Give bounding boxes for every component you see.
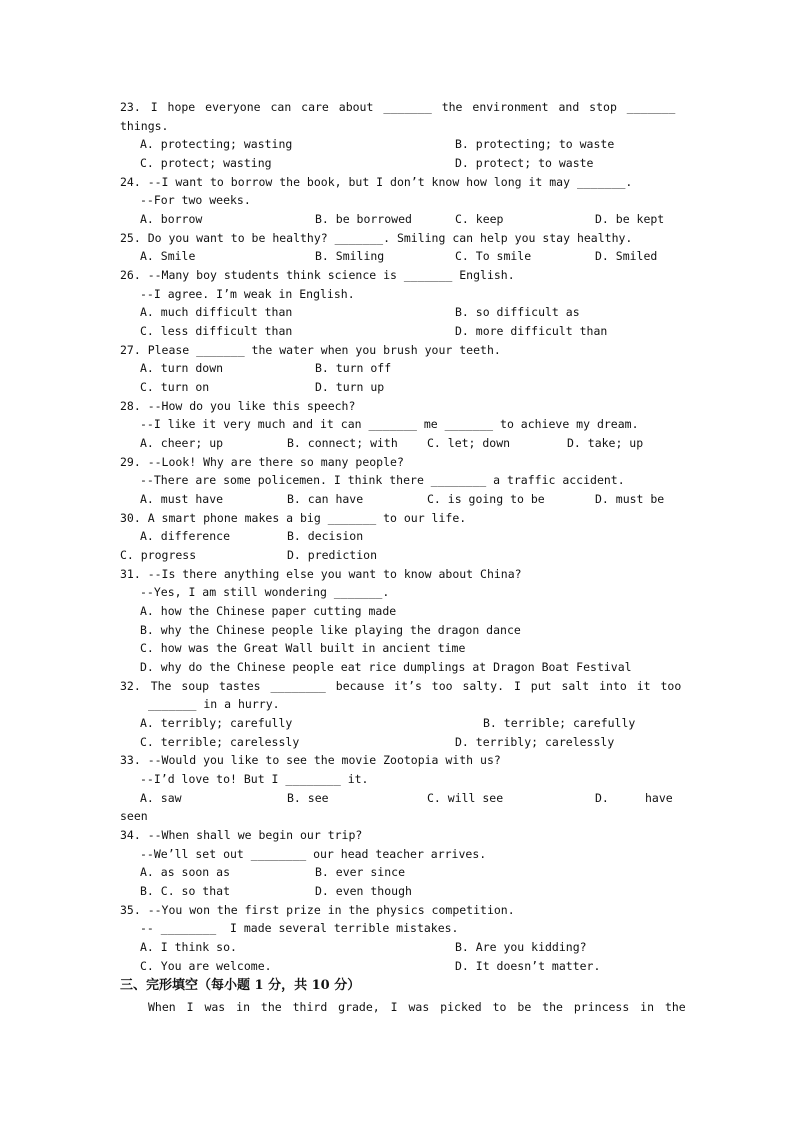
q26-option-d: D. more difficult than [455,324,608,338]
question-26-stem: 26. --Many boy students think science is _______ English. [120,268,515,282]
q27-option-c: C. turn on [140,380,210,394]
q24-option-c: C. keep [455,212,504,226]
q35-option-c: C. You are welcome. [140,959,272,973]
question-33-reply: --I’d love to! But I ________ it. [140,772,369,786]
question-31-reply: --Yes, I am still wondering _______. [140,585,390,599]
q29-option-c: C. is going to be [427,492,545,506]
q30-option-c: C. progress [120,548,197,562]
question-33-stem: 33. --Would you like to see the movie Zootopia with us? [120,753,501,767]
q26-option-b: B. so difficult as [455,305,580,319]
q23-option-b: B. protecting; to waste [455,137,615,151]
q25-option-b: B. Smiling [315,249,385,263]
q33-option-d-text: have [645,791,673,805]
q34-option-a: A. as soon as [140,865,231,879]
question-26-reply: --I agree. I’m weak in English. [140,287,355,301]
q27-option-d: D. turn up [315,380,385,394]
q34-option-d: D. even though [315,884,412,898]
q33-option-a: A. saw [140,791,182,805]
q24-option-d: D. be kept [595,212,665,226]
q31-option-c: C. how was the Great Wall built in ancient time [140,641,466,655]
q29-option-d: D. must be [595,492,665,506]
q23-option-c: C. protect; wasting [140,156,272,170]
question-27-stem: 27. Please _______ the water when you brush your teeth. [120,343,501,357]
q31-option-d: D. why do the Chinese people eat rice dumplings at Dragon Boat Festival [140,660,632,674]
q32-option-b: B. terrible; carefully [483,716,636,730]
q31-option-a: A. how the Chinese paper cutting made [140,604,397,618]
q26-option-a: A. much difficult than [140,305,293,319]
question-35-reply: -- ________ I made several terrible mistakes. [140,921,459,935]
q25-option-d: D. Smiled [595,249,658,263]
q27-option-b: B. turn off [315,361,392,375]
q34-option-c: B. C. so that [140,884,231,898]
question-28-reply: --I like it very much and it can _______ me _______ to achieve my dream. [140,417,639,431]
q28-option-a: A. cheer; up [140,436,224,450]
q28-option-c: C. let; down [427,436,511,450]
q28-option-b: B. connect; with [287,436,398,450]
q24-option-b: B. be borrowed [315,212,412,226]
q32-option-a: A. terribly; carefully [140,716,293,730]
section-heading-cloze: 三、完形填空（每小题 1 分，共 10 分） [120,978,361,993]
q30-option-d: D. prediction [287,548,378,562]
q25-option-a: A. Smile [140,249,196,263]
question-30-stem: 30. A smart phone makes a big _______ to our life. [120,511,467,525]
question-24-reply: --For two weeks. [140,193,251,207]
q35-option-a: A. I think so. [140,940,237,954]
question-23-stem: 23. I hope everyone can care about _______ the environment and stop _______ [120,100,676,114]
question-25-stem: 25. Do you want to be healthy? _______. Smiling can help you stay healthy. [120,231,633,245]
question-28-stem: 28. --How do you like this speech? [120,399,356,413]
question-23-stem-cont: things. [120,119,169,133]
question-24-stem: 24. --I want to borrow the book, but I don’t know how long it may _______. [120,175,633,189]
q31-option-b: B. why the Chinese people like playing the dragon dance [140,623,521,637]
question-35-stem: 35. --You won the first prize in the physics competition. [120,903,515,917]
q27-option-a: A. turn down [140,361,224,375]
q24-option-a: A. borrow [140,212,203,226]
q23-option-a: A. protecting; wasting [140,137,293,151]
question-34-reply: --We’ll set out ________ our head teacher arrives. [140,847,487,861]
q26-option-c: C. less difficult than [140,324,293,338]
q33-option-c: C. will see [427,791,504,805]
cloze-passage-first-line: When I was in the third grade, I was picked to be the princess in the [148,1000,686,1014]
question-32-stem: 32. The soup tastes ________ because it’s too salty. I put salt into it too [120,679,682,693]
question-29-stem: 29. --Look! Why are there so many people? [120,455,404,469]
q33-option-d-letter: D. [595,791,609,805]
q29-option-b: B. can have [287,492,364,506]
q23-option-d: D. protect; to waste [455,156,594,170]
q35-option-d: D. It doesn’t matter. [455,959,601,973]
q30-option-a: A. difference [140,529,231,543]
q32-option-c: C. terrible; carelessly [140,735,300,749]
q30-option-b: B. decision [287,529,364,543]
q33-option-d-text-cont: seen [120,809,148,823]
q28-option-d: D. take; up [567,436,644,450]
question-32-stem-cont: _______ in a hurry. [148,697,280,711]
q33-option-b: B. see [287,791,329,805]
question-31-stem: 31. --Is there anything else you want to know about China? [120,567,522,581]
question-29-reply: --There are some policemen. I think there ________ a traffic accident. [140,473,625,487]
q32-option-d: D. terribly; carelessly [455,735,615,749]
q29-option-a: A. must have [140,492,224,506]
q34-option-b: B. ever since [315,865,406,879]
question-34-stem: 34. --When shall we begin our trip? [120,828,363,842]
q35-option-b: B. Are you kidding? [455,940,587,954]
q25-option-c: C. To smile [455,249,532,263]
